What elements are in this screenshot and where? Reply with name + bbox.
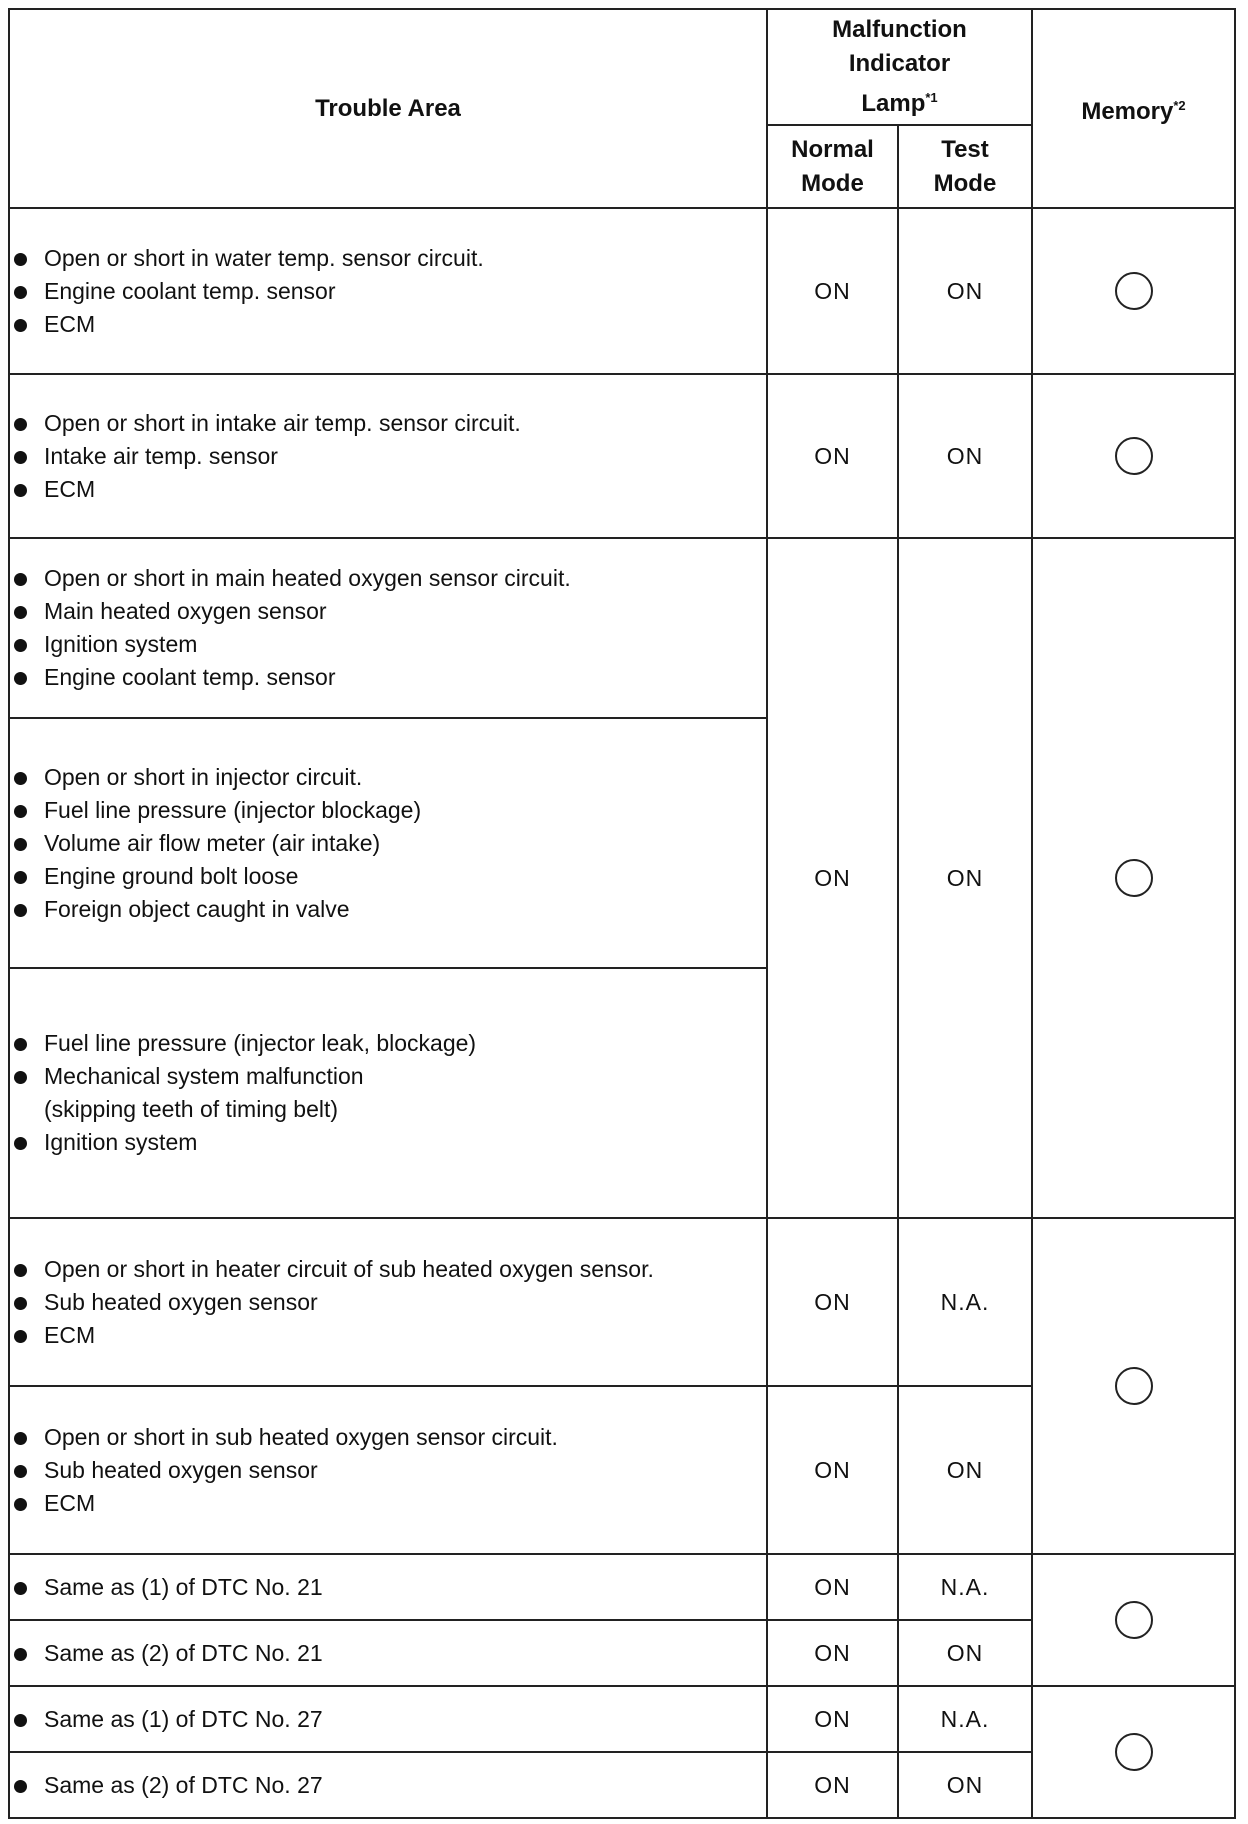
list-item: Open or short in injector circuit.	[10, 761, 766, 794]
list-item: ECM	[10, 308, 766, 341]
test-mode-value: ON	[898, 538, 1032, 1218]
list-item: Engine ground bolt loose	[10, 860, 766, 893]
trouble-list	[10, 1027, 766, 1159]
normal-mode-value: ON	[767, 1386, 898, 1554]
list-item: ECM	[10, 1319, 766, 1352]
list-item: Open or short in water temp. sensor circuit.	[10, 242, 766, 275]
circle-icon	[1115, 272, 1153, 310]
trouble-list	[10, 1703, 766, 1736]
list-item: Sub heated oxygen sensor	[10, 1454, 766, 1487]
list-item: Same as (1) of DTC No. 21	[10, 1571, 766, 1604]
list-item: Fuel line pressure (injector leak, blockage)	[10, 1027, 766, 1060]
table-row	[9, 374, 1235, 538]
list-item: Ignition system	[10, 628, 766, 661]
list-item: Open or short in sub heated oxygen sensor circuit.	[10, 1421, 766, 1454]
test-mode-value: N.A.	[898, 1218, 1032, 1386]
normal-mode-value: ON	[767, 374, 898, 538]
dtc-table	[8, 8, 1236, 1819]
list-item: Fuel line pressure (injector blockage)	[10, 794, 766, 827]
trouble-list	[10, 1253, 766, 1352]
trouble-list	[10, 1571, 766, 1604]
header-trouble-area: Trouble Area	[9, 9, 767, 208]
table-row	[9, 1218, 1235, 1386]
table-row	[9, 1686, 1235, 1752]
circle-icon	[1115, 1733, 1153, 1771]
table-row	[9, 208, 1235, 374]
list-item: Intake air temp. sensor	[10, 440, 766, 473]
list-item: Same as (2) of DTC No. 27	[10, 1769, 766, 1802]
list-item: Sub heated oxygen sensor	[10, 1286, 766, 1319]
circle-icon	[1115, 437, 1153, 475]
table-row	[9, 538, 1235, 718]
trouble-list	[10, 1637, 766, 1670]
trouble-list	[10, 1769, 766, 1802]
header-mil: Malfunction Indicator Lamp$^{*1}$	[767, 9, 1032, 125]
normal-mode-value: ON	[767, 538, 898, 1218]
test-mode-value: ON	[898, 208, 1032, 374]
circle-icon	[1115, 1367, 1153, 1405]
list-item: Foreign object caught in valve	[10, 893, 766, 926]
list-item: Mechanical system malfunction	[10, 1060, 766, 1093]
list-item-continuation: (skipping teeth of timing belt)	[44, 1096, 339, 1122]
list-item: Ignition system	[10, 1126, 766, 1159]
list-item: Open or short in heater circuit of sub heated oxygen sensor.	[10, 1253, 766, 1286]
list-item: Same as (2) of DTC No. 21	[10, 1637, 766, 1670]
list-item: Open or short in main heated oxygen sensor circuit.	[10, 562, 766, 595]
header-normal-mode: Normal Mode	[767, 125, 898, 208]
trouble-list	[10, 562, 766, 694]
normal-mode-value: ON	[767, 1620, 898, 1686]
table-row	[9, 1554, 1235, 1620]
test-mode-value: ON	[898, 374, 1032, 538]
test-mode-value: ON	[898, 1386, 1032, 1554]
normal-mode-value: ON	[767, 1554, 898, 1620]
circle-icon	[1115, 859, 1153, 897]
trouble-list	[10, 242, 766, 341]
header-memory: Memory$^{*2}$	[1032, 9, 1235, 208]
normal-mode-value: ON	[767, 1686, 898, 1752]
list-item: Main heated oxygen sensor	[10, 595, 766, 628]
list-item: Volume air flow meter (air intake)	[10, 827, 766, 860]
list-item: ECM	[10, 473, 766, 506]
trouble-list	[10, 761, 766, 926]
list-item: ECM	[10, 1487, 766, 1520]
list-item: Open or short in intake air temp. sensor circuit.	[10, 407, 766, 440]
list-item: Engine coolant temp. sensor	[10, 275, 766, 308]
list-item: Engine coolant temp. sensor	[10, 661, 766, 694]
list-item: Same as (1) of DTC No. 27	[10, 1703, 766, 1736]
test-mode-value: N.A.	[898, 1686, 1032, 1752]
test-mode-value: ON	[898, 1620, 1032, 1686]
trouble-list	[10, 407, 766, 506]
normal-mode-value: ON	[767, 208, 898, 374]
normal-mode-value: ON	[767, 1218, 898, 1386]
test-mode-value: ON	[898, 1752, 1032, 1818]
circle-icon	[1115, 1601, 1153, 1639]
test-mode-value: N.A.	[898, 1554, 1032, 1620]
normal-mode-value: ON	[767, 1752, 898, 1818]
trouble-list	[10, 1421, 766, 1520]
header-test-mode: Test Mode	[898, 125, 1032, 208]
